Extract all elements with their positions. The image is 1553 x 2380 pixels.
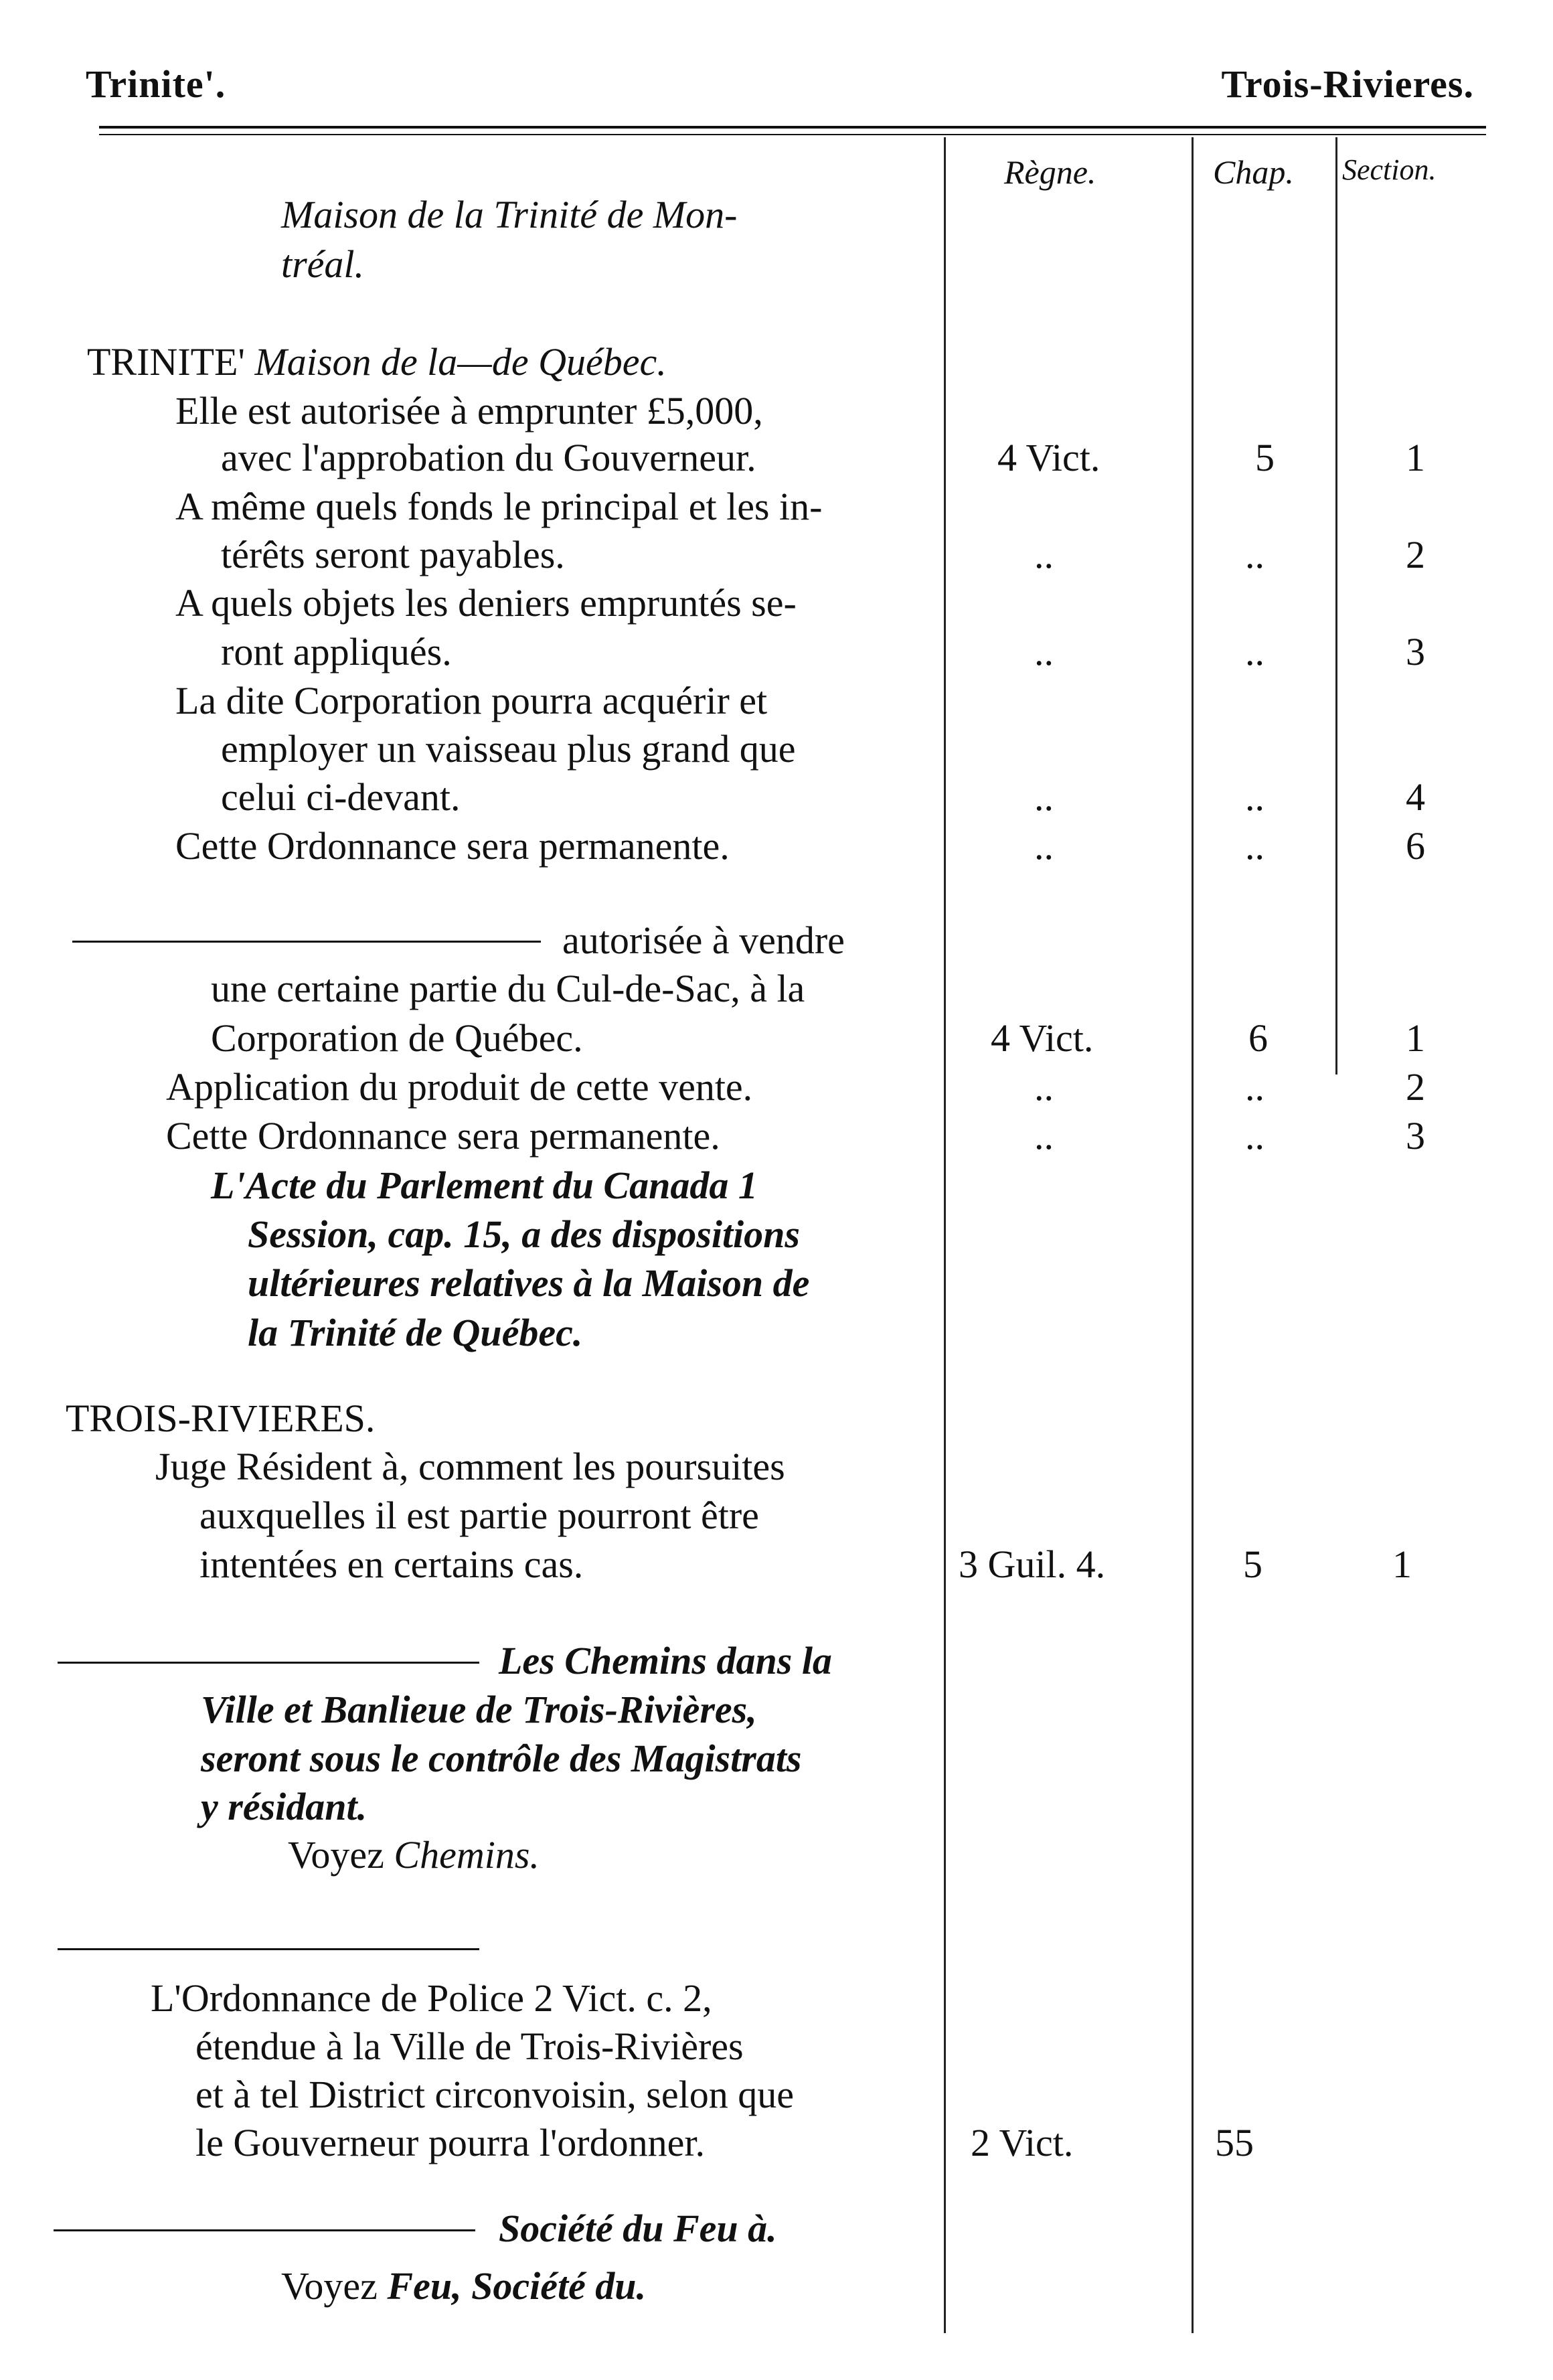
ref-chap: .. xyxy=(1245,630,1264,673)
entry-line: tréal. xyxy=(281,242,365,286)
entry-line xyxy=(288,1833,540,1877)
entry-line: Session, cap. 15, a des dispositions xyxy=(248,1212,800,1256)
entry-heading: TROIS-RIVIERES. xyxy=(66,1397,376,1440)
ref-chap: .. xyxy=(1245,824,1264,868)
ref-regne: .. xyxy=(1034,824,1054,868)
ref-chap: 5 xyxy=(1243,1542,1262,1586)
entry-line: L'Ordonnance de Police 2 Vict. c. 2, xyxy=(151,1976,712,2020)
entry-line: y résidant. xyxy=(201,1785,367,1828)
ref-regne: 3 Guil. 4. xyxy=(959,1542,1106,1586)
entry-line: ront appliqués. xyxy=(221,630,452,673)
entry-line: étendue à la Ville de Trois-Rivières xyxy=(195,2025,744,2068)
ref-section: 3 xyxy=(1406,630,1425,673)
ref-section: 1 xyxy=(1406,436,1425,479)
entry-line: une certaine partie du Cul-de-Sac, à la xyxy=(211,967,805,1010)
entry-line: seront sous le contrôle des Magistrats xyxy=(201,1737,802,1780)
ref-regne: 4 Vict. xyxy=(997,436,1100,479)
ref-regne: 4 Vict. xyxy=(991,1016,1094,1060)
ref-chap: 55 xyxy=(1215,2121,1254,2164)
entry-line: A quels objets les deniers empruntés se- xyxy=(175,581,797,625)
ref-section: 4 xyxy=(1406,775,1425,819)
ref-chap: 5 xyxy=(1255,436,1275,479)
ditto-rule xyxy=(72,941,541,943)
header-rule-thin xyxy=(99,134,1486,135)
entry-line: Maison de la Trinité de Mon- xyxy=(281,193,738,236)
ditto-rule xyxy=(58,1662,479,1664)
entry-line: Cette Ordonnance sera permanente. xyxy=(175,824,730,868)
see-also-link[interactable]: Chemins. xyxy=(394,1833,540,1877)
ref-section: 2 xyxy=(1406,533,1425,576)
ref-regne: .. xyxy=(1034,775,1054,819)
see-also-label: Voyez xyxy=(288,1833,384,1877)
ref-regne: 2 Vict. xyxy=(971,2121,1074,2164)
entry-line xyxy=(281,2264,647,2308)
ref-chap: .. xyxy=(1245,533,1264,576)
entry-line: Ville et Banlieue de Trois-Rivières, xyxy=(201,1688,757,1731)
entry-line: Corporation de Québec. xyxy=(211,1016,583,1060)
ref-regne: .. xyxy=(1034,630,1054,673)
ref-section: 3 xyxy=(1406,1114,1425,1158)
entry-line: ultérieures relatives à la Maison de xyxy=(248,1261,810,1305)
entry-line: Les Chemins dans la xyxy=(499,1639,832,1682)
entry-heading-caps: TRINITE' xyxy=(87,340,245,384)
ref-regne: .. xyxy=(1034,533,1054,576)
ref-chap: 6 xyxy=(1248,1016,1268,1060)
entry-line: Application du produit de cette vente. xyxy=(166,1065,753,1109)
entry-line: Juge Résident à, comment les poursuites xyxy=(155,1445,785,1488)
header-rule xyxy=(99,126,1486,129)
entry-line: intentées en certains cas. xyxy=(199,1542,584,1586)
entry-line: le Gouverneur pourra l'ordonner. xyxy=(195,2121,705,2164)
ref-chap: .. xyxy=(1245,1114,1264,1158)
entry-line: et à tel District circonvoisin, selon que xyxy=(195,2073,794,2116)
entry-line: celui ci-devant. xyxy=(221,775,461,819)
entry-heading-italic: Maison de la—de Québec. xyxy=(254,340,667,384)
entry-line: A même quels fonds le principal et les in- xyxy=(175,485,823,528)
ref-section: 2 xyxy=(1406,1065,1425,1109)
ref-section: 1 xyxy=(1406,1016,1425,1060)
entry-heading xyxy=(87,340,667,384)
column-head-chap: Chap. xyxy=(1213,153,1294,191)
entry-line: la Trinité de Québec. xyxy=(248,1311,583,1354)
entry-line: avec l'approbation du Gouverneur. xyxy=(221,436,756,479)
entry-line: employer un vaisseau plus grand que xyxy=(221,727,796,771)
see-also-label: Voyez xyxy=(281,2264,378,2308)
entry-line: L'Acte du Parlement du Canada 1 xyxy=(211,1164,758,1207)
ref-regne: .. xyxy=(1034,1065,1054,1109)
column-head-regne: Règne. xyxy=(1004,153,1096,191)
ref-section: 6 xyxy=(1406,824,1425,868)
entry-line: Elle est autorisée à emprunter £5,000, xyxy=(175,389,763,432)
entry-line: térêts seront payables. xyxy=(221,533,565,576)
entry-line: Société du Feu à. xyxy=(499,2207,777,2250)
ref-chap: .. xyxy=(1245,1065,1264,1109)
running-head-left: Trinite'. xyxy=(86,62,226,106)
entry-line: La dite Corporation pourra acquérir et xyxy=(175,679,768,722)
column-divider-regne xyxy=(1192,137,1194,2333)
see-also-link[interactable]: Feu, Société du. xyxy=(387,2264,647,2308)
running-head-right: Trois-Rivieres. xyxy=(1221,62,1474,106)
ref-chap: .. xyxy=(1245,775,1264,819)
entry-line: autorisée à vendre xyxy=(562,919,845,962)
column-head-section: Section. xyxy=(1342,153,1437,186)
ref-section: 1 xyxy=(1392,1542,1412,1586)
entry-line: auxquelles il est partie pourront être xyxy=(199,1494,759,1537)
ditto-rule xyxy=(54,2229,475,2231)
entry-line: Cette Ordonnance sera permanente. xyxy=(166,1114,720,1158)
column-divider-chap xyxy=(1335,137,1337,1075)
ditto-rule xyxy=(58,1948,479,1950)
ref-regne: .. xyxy=(1034,1114,1054,1158)
column-divider-text xyxy=(944,137,946,2333)
